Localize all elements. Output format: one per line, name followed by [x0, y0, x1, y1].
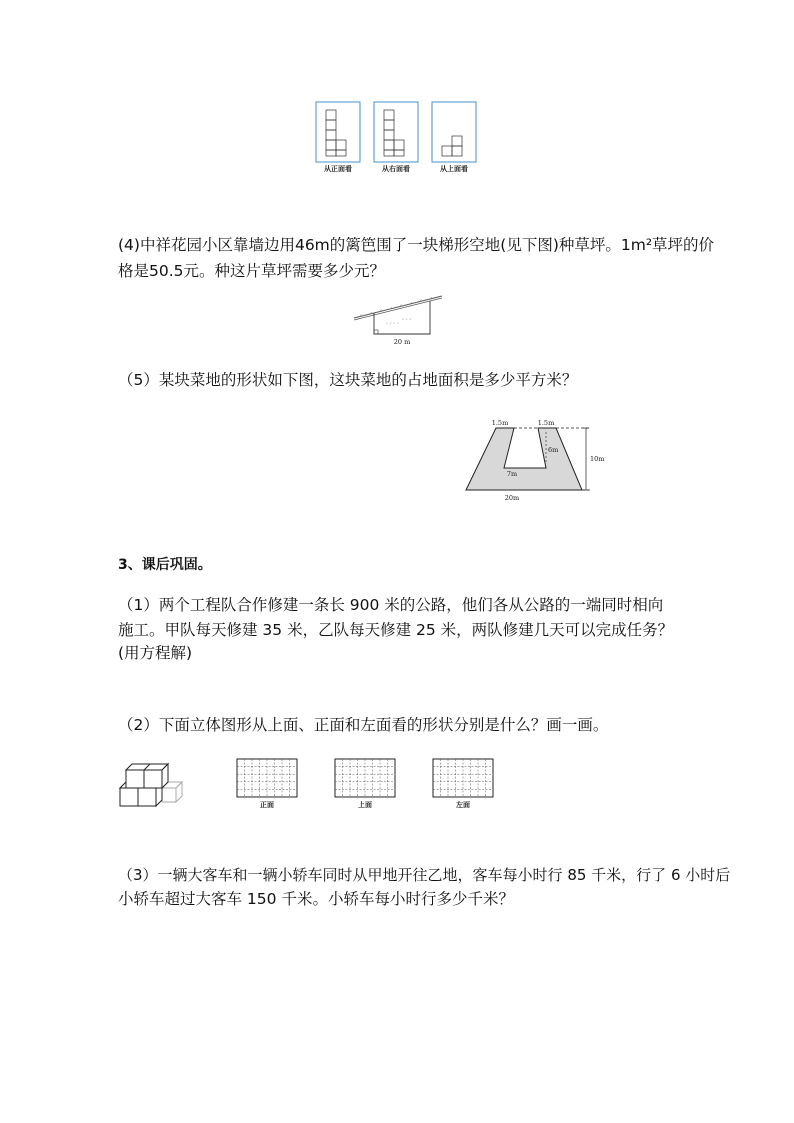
top-grid-label: 上面: [358, 801, 372, 809]
top-view-grid: [334, 758, 396, 810]
cube-solid-figure: [118, 762, 186, 810]
section-3-question-3-line2: 小轿车超过大客车 150 千米。小轿车每小时行多少千米？: [118, 890, 514, 908]
three-views-figure: [314, 100, 478, 175]
vegetable-plot-figure: [462, 418, 610, 504]
svg-text:ᵥ ᵥ ᵥ ᵥ: ᵥ ᵥ ᵥ ᵥ: [386, 320, 400, 326]
front-view-grid: [236, 758, 298, 810]
front-view-label: 从正面看: [324, 165, 352, 173]
inner-base-label: 7m: [506, 470, 518, 478]
height-label: 10m: [590, 455, 605, 463]
base-label: 20m: [504, 494, 520, 502]
inner-height-label: 6m: [548, 446, 559, 454]
front-view-panel: [316, 102, 360, 162]
right-view-label: 从右面看: [382, 165, 410, 173]
trapezoid-fence-figure: [352, 294, 444, 346]
section-3-question-1-line3: (用方程解): [118, 644, 193, 662]
section-3-title: 3、课后巩固。: [118, 557, 212, 573]
question-5: （5）某块菜地的形状如下图，这块菜地的占地面积是多少平方米？: [118, 371, 578, 389]
top-view-panel: [432, 102, 476, 162]
svg-text:ᵥ ᵥ ᵥ: ᵥ ᵥ ᵥ: [402, 316, 412, 322]
section-3-question-1-line1: （1）两个工程队合作修建一条长 900 米的公路，他们各从公路的一端同时相向: [118, 596, 664, 614]
base-length-label: 20 m: [393, 338, 411, 346]
right-view-panel: [374, 102, 418, 162]
question-4-line1: (4)中祥花园小区靠墙边用46m的篱笆围了一块梯形空地(见下图)种草坪。1m²草坪的价: [118, 236, 715, 254]
question-4-line2: 格是50.5元。种这片草坪需要多少元？: [118, 262, 386, 280]
section-3-question-3-line1: （3）一辆大客车和一辆小轿车同时从甲地开往乙地，客车每小时行 85 千米，行了 6 小时后: [118, 866, 731, 884]
section-3-question-1-line2: 施工。甲队每天修建 35 米，乙队每天修建 25 米，两队修建几天可以完成任务？: [118, 621, 674, 639]
top-right-width-label: 1.5m: [537, 419, 555, 427]
left-grid-label: 左面: [456, 801, 470, 809]
left-view-grid: [432, 758, 494, 810]
section-3-question-2: （2）下面立体图形从上面、正面和左面看的形状分别是什么？画一画。: [118, 716, 609, 734]
top-view-label: 从上面看: [440, 165, 468, 173]
front-grid-label: 正面: [260, 801, 274, 809]
top-left-width-label: 1.5m: [491, 419, 509, 427]
